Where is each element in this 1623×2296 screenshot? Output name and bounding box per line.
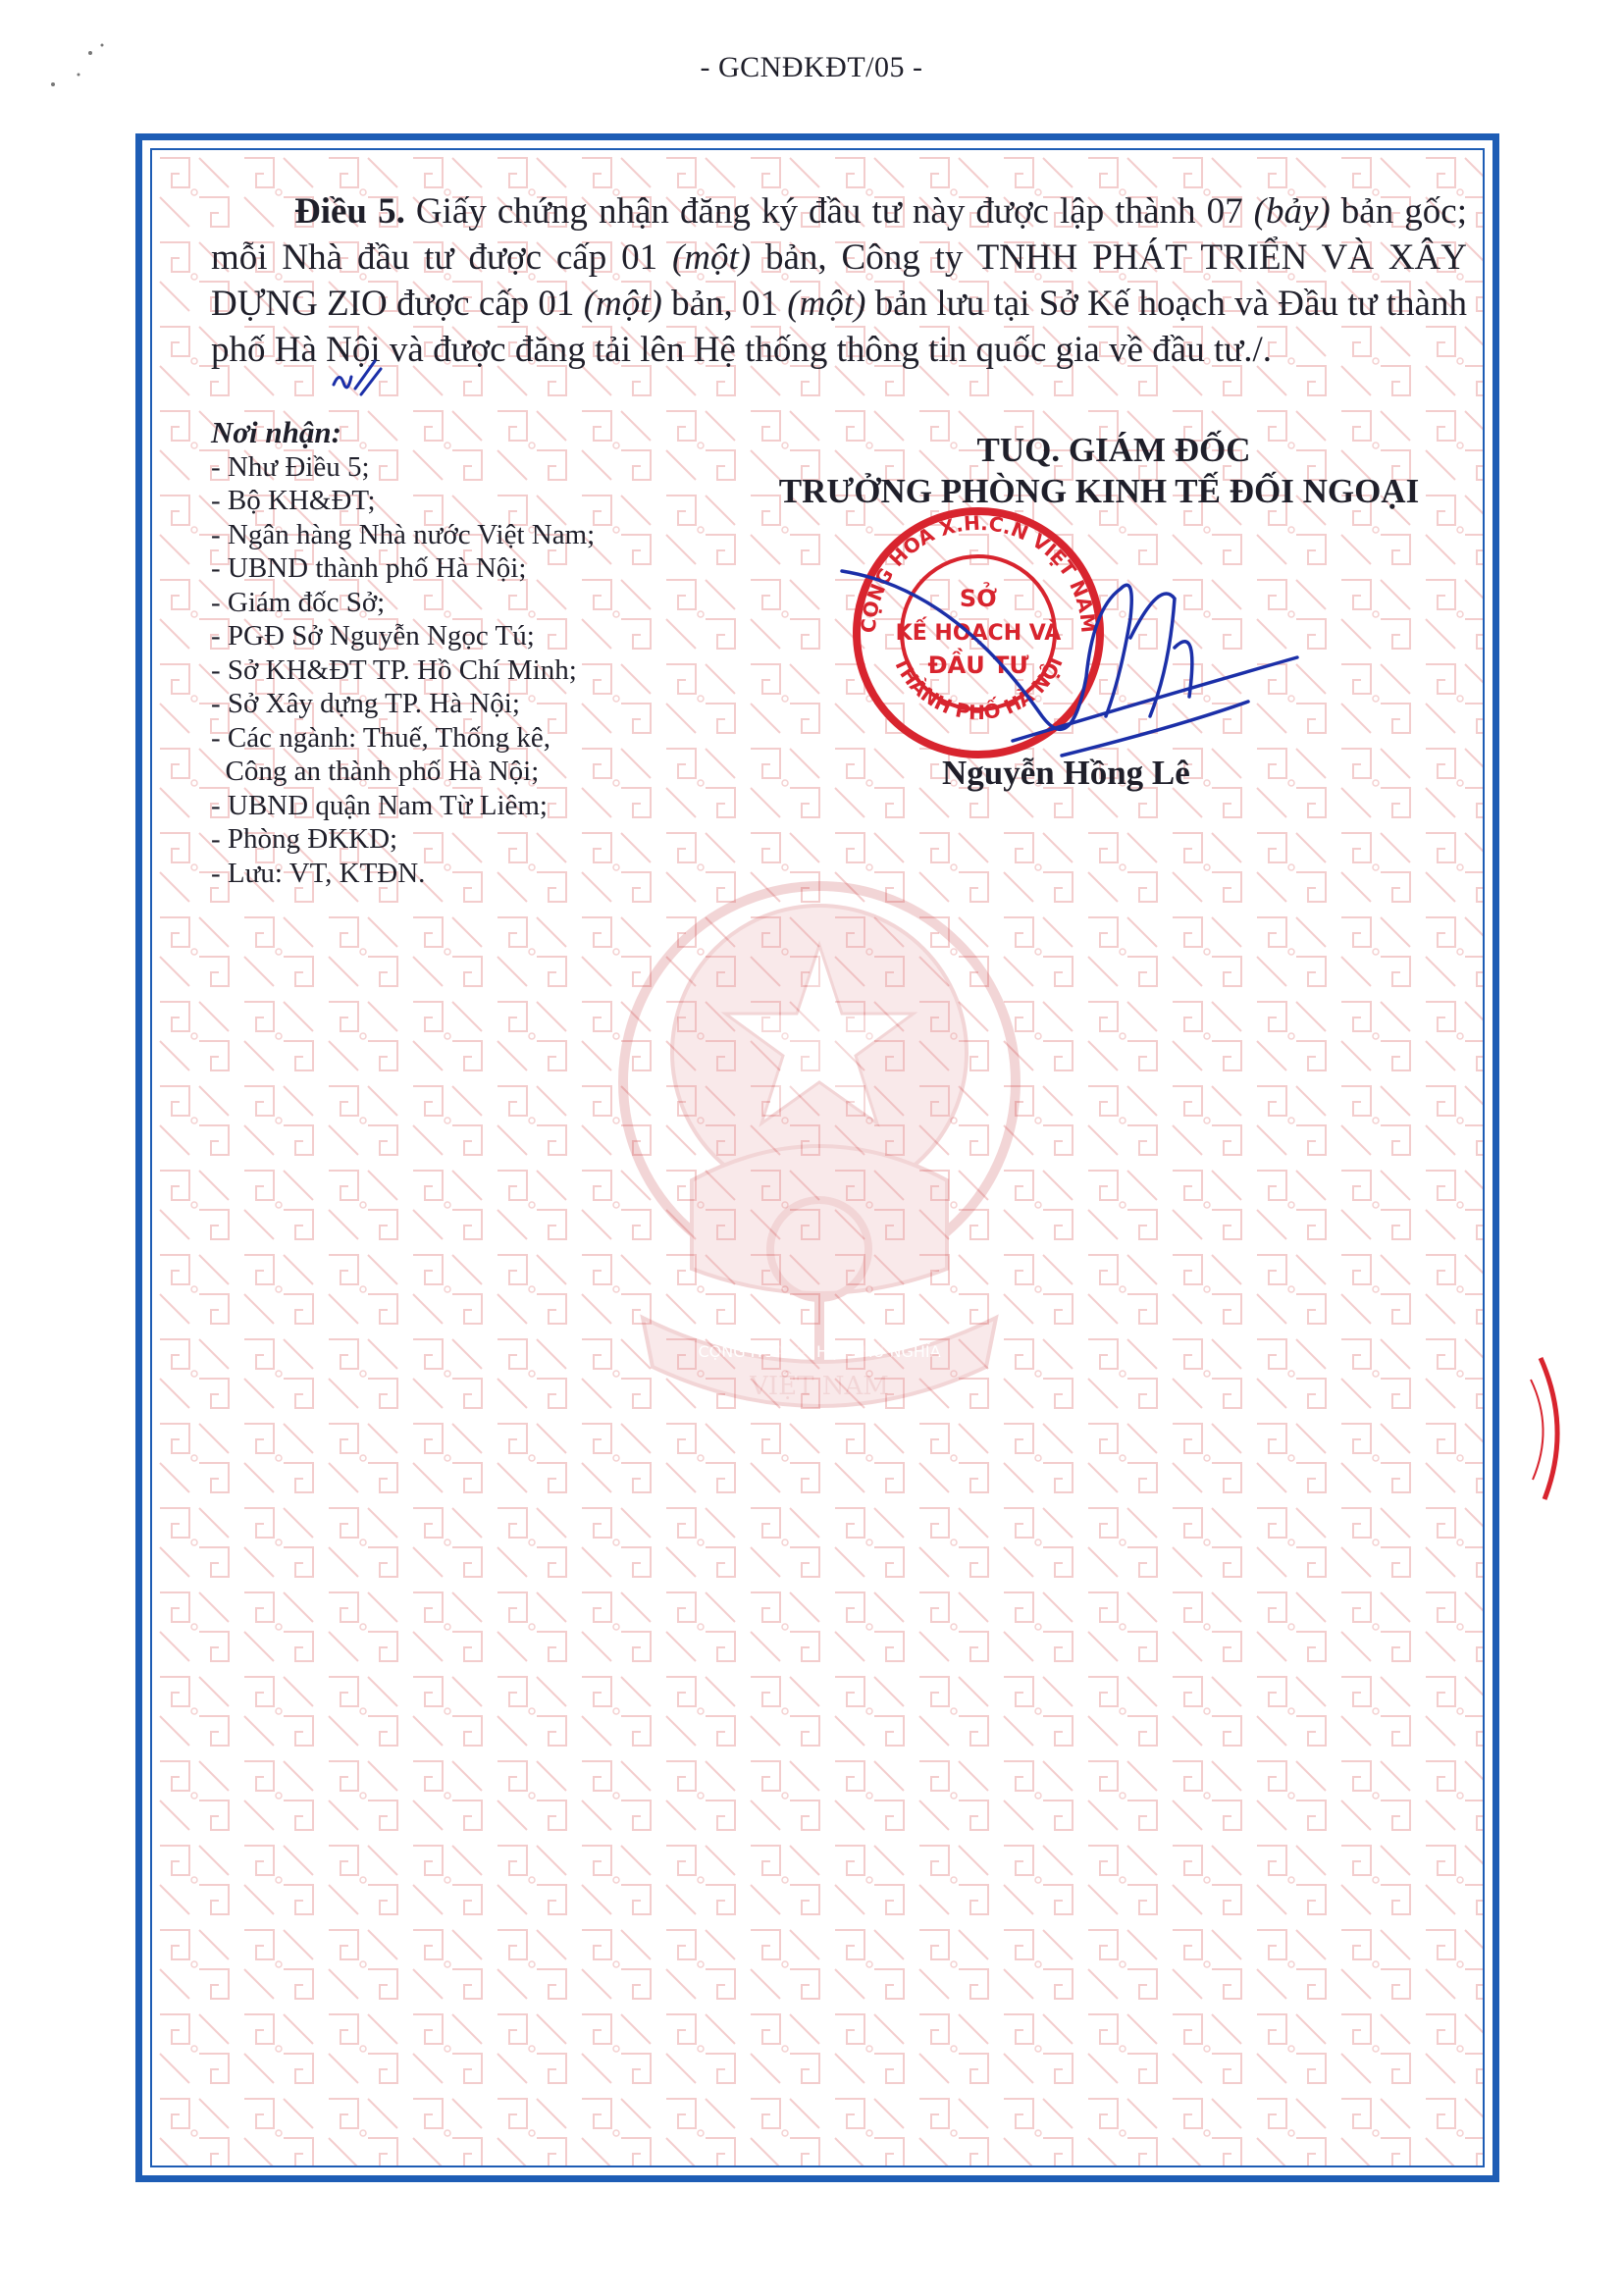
- recipient-item: - Sở KH&ĐT TP. Hồ Chí Minh;: [211, 653, 577, 686]
- initials-mark: [326, 355, 385, 402]
- recipient-item: - Ngân hàng Nhà nước Việt Nam;: [211, 518, 596, 550]
- recipient-item: - UBND quận Nam Từ Liêm;: [211, 789, 548, 821]
- article-label: Điều 5.: [294, 191, 405, 232]
- recipient-item: - UBND thành phố Hà Nội;: [211, 552, 527, 584]
- recipient-item: - Các ngành: Thuế, Thống kê,: [211, 721, 551, 754]
- article-text-3: bản, Công ty TNHH PHÁT TRIỂN VÀ XÂY DỰNG ZIO được cấp 01: [211, 237, 1467, 324]
- national-emblem-watermark: [584, 857, 1055, 1504]
- article-5: [211, 188, 1467, 373]
- seal-ring-text: CỘNG HÒA X.H.C.N VIỆT NAM: [856, 510, 1101, 634]
- article-text-5: bản lưu tại Sở Kế hoạch và Đầu tư thành phố Hà Nội và được đăng tải lên Hệ thống thông tin quốc gia về đầu tư./.: [211, 284, 1467, 370]
- article-italic-3: (một): [583, 284, 662, 324]
- signatory-title: TUQ. GIÁM ĐỐC: [976, 431, 1251, 469]
- article-italic-1: (bảy): [1253, 191, 1331, 232]
- recipient-item: - Bộ KH&ĐT;: [211, 485, 376, 516]
- recipient-item: - Lưu: VT, KTĐN.: [211, 857, 426, 889]
- article-italic-4: (một): [787, 284, 866, 324]
- recipient-item: - Như Điều 5;: [211, 450, 370, 483]
- article-text-1: Giấy chứng nhận đăng ký đầu tư này được lập thành 07: [404, 191, 1254, 232]
- article-text-2: bản gốc; mỗi Nhà đầu tư được cấp 01: [211, 191, 1468, 278]
- recipients-title: Nơi nhận:: [211, 415, 341, 449]
- document-code: - GCNĐKĐT/05 -: [700, 51, 923, 83]
- recipient-item: - PGĐ Sở Nguyễn Ngọc Tú;: [211, 620, 535, 652]
- handwritten-signature: [836, 530, 1307, 765]
- signatory-position: TRƯỞNG PHÒNG KINH TẾ ĐỐI NGOẠI: [778, 472, 1420, 510]
- seal-bottom-text: THÀNH PHỐ HÀ NỘI: [889, 652, 1068, 725]
- seal-center-line-1: SỞ: [959, 585, 998, 612]
- recipient-item: Công an thành phố Hà Nội;: [211, 756, 540, 787]
- article-italic-2: (một): [671, 237, 752, 278]
- seal-center-line-2: KẾ HOẠCH VÀ: [895, 621, 1062, 646]
- signer-name: Nguyễn Hồng Lê: [942, 754, 1190, 792]
- recipients-list: [211, 416, 595, 890]
- seal-center-line-3: ĐẦU TƯ: [927, 652, 1029, 679]
- article-text-4: bản, 01: [661, 284, 788, 324]
- edge-seal-fragment: [1523, 1350, 1572, 1507]
- scan-speckles: [43, 35, 112, 94]
- recipient-item: - Phòng ĐKKD;: [211, 823, 398, 855]
- recipient-item: - Giám đốc Sở;: [211, 586, 386, 618]
- recipient-item: - Sở Xây dựng TP. Hà Nội;: [211, 688, 520, 719]
- watermark-banner-text: CỘNG HÒA XÃ HỘI CHỦ NGHĨA: [698, 1342, 941, 1361]
- watermark-country-text: VIỆT NAM: [750, 1372, 889, 1401]
